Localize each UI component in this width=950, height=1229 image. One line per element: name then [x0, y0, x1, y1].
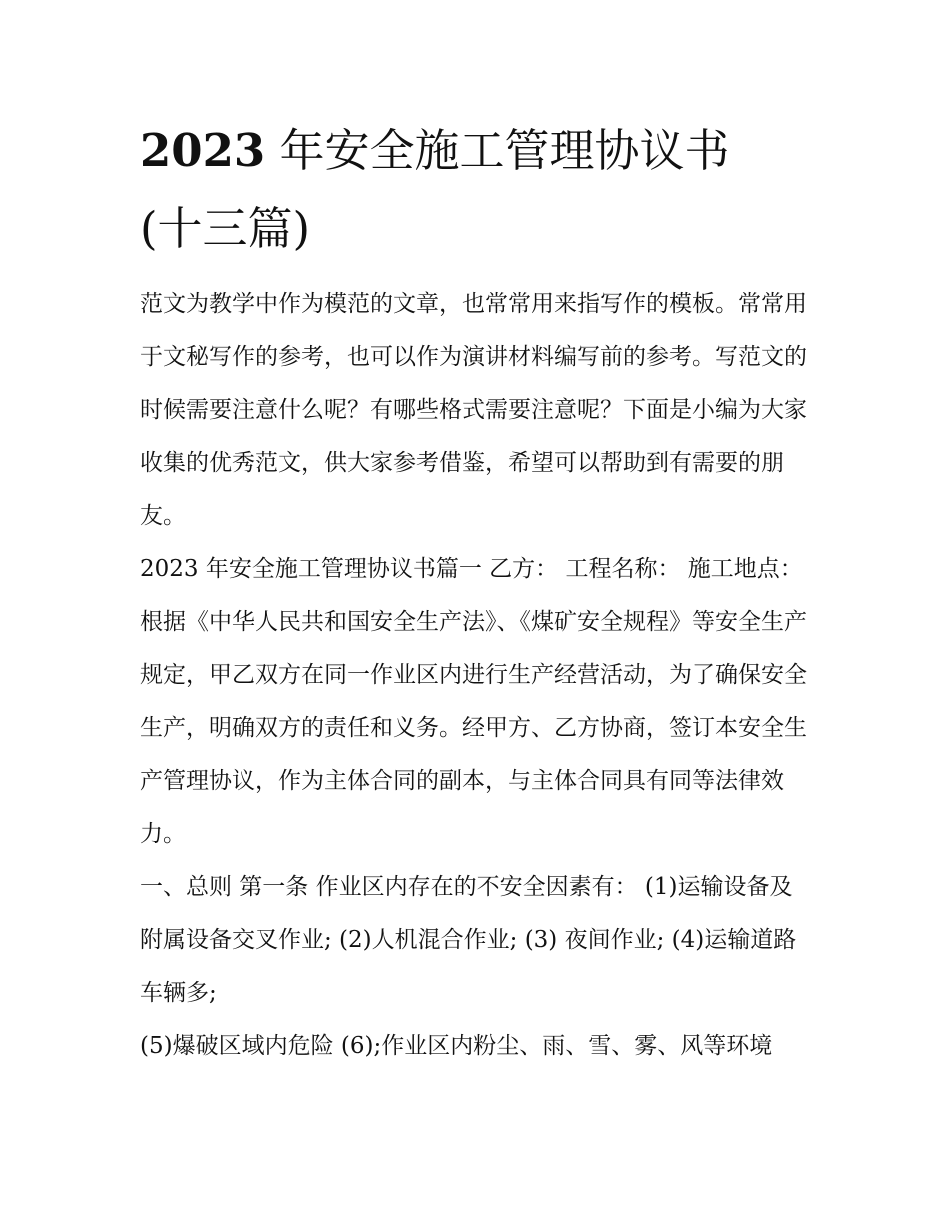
- intro-paragraph: 范文为教学中作为模范的文章，也常常用来指写作的模板。常常用于文秘写作的参考，也可以作为演讲材料编写前的参考。写范文的时候需要注意什么呢？有哪些格式需要注意呢？下面是小编为大家收集的优秀范文，供大家参考借鉴，希望可以帮助到有需要的朋友。: [140, 291, 807, 529]
- general-rules-paragraph: 一、总则 第一条 作业区内存在的不安全因素有： (1)运输设备及附属设备交叉作业; (2)人机混合作业; (3) 夜间作业; (4)运输道路车辆多;: [140, 874, 797, 1006]
- title-year: 2023: [140, 124, 266, 177]
- section-heading-paragraph: 2023 年安全施工管理协议书篇一 乙方： 工程名称： 施工地点：: [140, 556, 803, 582]
- body-paragraph: 根据《中华人民共和国安全生产法》、《煤矿安全规程》等安全生产规定，甲乙双方在同一作业区内进行生产经营活动，为了确保安全生产，明确双方的责任和义务。经甲方、乙方协商，签订本安全生产管理协议，作为主体合同的副本，与主体合同具有同等法律效力。: [140, 609, 807, 847]
- title-subtitle: (十三篇): [140, 202, 311, 255]
- document-page: [140, 112, 812, 1073]
- hazards-paragraph: (5)爆破区域内危险 (6);作业区内粉尘、雨、雪、雾、风等环境: [140, 1033, 773, 1059]
- document-title: [140, 112, 812, 268]
- title-text: 年安全施工管理协议书: [265, 124, 730, 177]
